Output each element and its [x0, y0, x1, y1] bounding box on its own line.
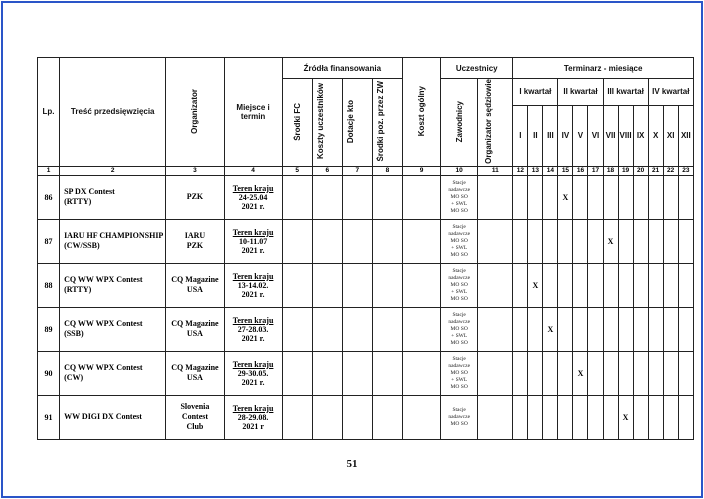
row-place-line: Teren kraju	[232, 183, 274, 193]
header-terminarz: Terminarz - miesiące	[513, 58, 694, 79]
row-name-line: CQ WW WPX Contest	[64, 275, 143, 285]
column-number: 16	[573, 166, 588, 175]
month-cell	[603, 175, 618, 219]
header-month-9: IX	[633, 105, 648, 166]
month-cell	[543, 395, 558, 439]
month-cell	[513, 395, 528, 439]
row-place-line: Teren kraju	[232, 359, 274, 369]
empty-cell	[342, 219, 372, 263]
row-lp: 86	[38, 175, 60, 219]
row-participants	[441, 351, 478, 395]
empty-cell	[342, 351, 372, 395]
row-participants-line: MO SO	[450, 383, 468, 390]
row-place-line: 2021 r	[242, 421, 264, 431]
row-participants-line: Stacje	[452, 311, 466, 318]
empty-cell	[403, 307, 441, 351]
row-participants-line: MO SO	[450, 251, 468, 258]
header-lp: Lp.	[38, 58, 60, 167]
month-cell	[663, 395, 678, 439]
empty-cell	[372, 219, 402, 263]
row-name	[60, 307, 166, 351]
column-number-row	[38, 166, 694, 175]
row-organizer	[166, 219, 224, 263]
month-cell	[648, 395, 663, 439]
month-cell	[663, 307, 678, 351]
header-organizator	[166, 58, 224, 167]
row-organizer-line: PZK	[186, 192, 204, 202]
month-cell	[528, 175, 543, 219]
row-participants-line: nadawcze	[448, 318, 471, 325]
month-cell	[573, 307, 588, 351]
column-number: 8	[372, 166, 402, 175]
column-number: 18	[603, 166, 618, 175]
header-srodki-zw-label: Środki poz. przez ZW	[376, 81, 386, 162]
header-koszt-ogolny	[403, 58, 441, 167]
row-participants-line: MO SO	[450, 193, 468, 200]
month-cell	[558, 351, 573, 395]
row-name	[60, 219, 166, 263]
row-participants	[441, 395, 478, 439]
row-participants-line: MO SO	[450, 420, 468, 427]
table-row	[38, 175, 694, 219]
month-cell	[633, 175, 648, 219]
table-row	[38, 351, 694, 395]
header-srodki-fc	[282, 79, 312, 167]
header-srodki-fc-label: Środki FC	[292, 102, 302, 141]
table-row	[38, 395, 694, 439]
empty-cell	[282, 307, 312, 351]
column-number: 22	[663, 166, 678, 175]
column-number: 20	[633, 166, 648, 175]
events-body	[38, 175, 694, 439]
schedule-mark: X	[528, 263, 543, 307]
row-name-line: (CW/SSB)	[64, 241, 100, 251]
row-participants-line: MO SO	[450, 369, 468, 376]
row-participants-line: Stacje	[452, 406, 466, 413]
row-place	[224, 175, 282, 219]
row-participants-line: MO SO	[450, 281, 468, 288]
empty-cell	[342, 395, 372, 439]
month-cell	[573, 395, 588, 439]
row-organizer-line: IARU	[184, 231, 206, 241]
row-name-line: CQ WW WPX Contest	[64, 363, 143, 373]
row-name-line: (CW)	[64, 373, 84, 383]
column-number: 10	[441, 166, 478, 175]
column-number: 11	[478, 166, 513, 175]
month-cell	[648, 263, 663, 307]
month-cell	[678, 175, 693, 219]
row-organizer-line: PZK	[186, 241, 204, 251]
month-cell	[573, 175, 588, 219]
month-cell	[633, 351, 648, 395]
row-place-line: 2021 r.	[241, 289, 265, 299]
row-lp: 89	[38, 307, 60, 351]
month-cell	[543, 175, 558, 219]
empty-cell	[478, 175, 513, 219]
row-place	[224, 263, 282, 307]
table-row	[38, 263, 694, 307]
empty-cell	[478, 219, 513, 263]
column-number: 5	[282, 166, 312, 175]
month-cell	[558, 395, 573, 439]
empty-cell	[403, 263, 441, 307]
empty-cell	[312, 263, 342, 307]
schedule-mark: X	[573, 351, 588, 395]
column-number: 12	[513, 166, 528, 175]
month-cell	[543, 219, 558, 263]
row-participants-line: + SWL	[451, 376, 468, 383]
column-number: 19	[618, 166, 633, 175]
row-organizer-line: CQ Magazine	[171, 319, 219, 329]
row-organizer-line: USA	[186, 329, 203, 339]
empty-cell	[478, 263, 513, 307]
row-organizer-line: USA	[186, 285, 203, 295]
month-cell	[663, 219, 678, 263]
header-zawodnicy-label: Zawodnicy	[454, 100, 464, 143]
month-cell	[633, 263, 648, 307]
row-place-line: 2021 r.	[241, 201, 265, 211]
month-cell	[633, 395, 648, 439]
row-place-line: Teren kraju	[232, 227, 274, 237]
row-name	[60, 351, 166, 395]
row-place-line: 13-14.02.	[237, 280, 269, 290]
row-lp: 88	[38, 263, 60, 307]
row-participants-line: + SWL	[451, 244, 468, 251]
month-cell	[678, 395, 693, 439]
month-cell	[528, 307, 543, 351]
row-participants-line: nadawcze	[448, 274, 471, 281]
header-srodki-zw	[372, 79, 402, 167]
month-cell	[603, 395, 618, 439]
schedule-mark: X	[558, 175, 573, 219]
header-koszty	[312, 79, 342, 167]
empty-cell	[342, 307, 372, 351]
row-place	[224, 351, 282, 395]
row-place	[224, 219, 282, 263]
month-cell	[663, 175, 678, 219]
row-place-line: 10-11.07	[238, 236, 268, 246]
month-cell	[513, 307, 528, 351]
header-tresc: Treść przedsięwzięcia	[60, 58, 166, 167]
header-miejsce: Miejsce i termin	[224, 58, 282, 167]
month-cell	[678, 351, 693, 395]
header-zrodla: Źródła finansowania	[282, 58, 402, 79]
row-place-line: 2021 r.	[241, 333, 265, 343]
month-cell	[648, 351, 663, 395]
row-participants-line: Stacje	[452, 267, 466, 274]
month-cell	[618, 351, 633, 395]
month-cell	[573, 263, 588, 307]
month-cell	[603, 307, 618, 351]
month-cell	[603, 351, 618, 395]
header-month-1: I	[513, 105, 528, 166]
empty-cell	[372, 351, 402, 395]
month-cell	[678, 307, 693, 351]
table-row	[38, 219, 694, 263]
header-month-7: VII	[603, 105, 618, 166]
month-cell	[663, 351, 678, 395]
row-participants	[441, 307, 478, 351]
month-cell	[513, 175, 528, 219]
header-quarter-3: III kwartał	[603, 79, 648, 106]
row-place-line: 28-29.08.	[237, 412, 269, 422]
header-month-10: X	[648, 105, 663, 166]
empty-cell	[403, 395, 441, 439]
header-dotacje	[342, 79, 372, 167]
empty-cell	[282, 175, 312, 219]
empty-cell	[372, 175, 402, 219]
row-place-line: 24-25.04	[238, 192, 268, 202]
row-place	[224, 395, 282, 439]
row-participants-line: + SWL	[451, 332, 468, 339]
row-participants	[441, 263, 478, 307]
column-number: 21	[648, 166, 663, 175]
month-cell	[513, 219, 528, 263]
empty-cell	[312, 351, 342, 395]
empty-cell	[312, 395, 342, 439]
month-cell	[543, 263, 558, 307]
month-cell	[618, 219, 633, 263]
row-participants-line: MO SO	[450, 237, 468, 244]
row-participants-line: MO SO	[450, 339, 468, 346]
header-month-5: V	[573, 105, 588, 166]
row-participants-line: + SWL	[451, 288, 468, 295]
month-cell	[558, 219, 573, 263]
empty-cell	[342, 263, 372, 307]
row-organizer-line: Club	[186, 422, 204, 432]
month-cell	[648, 175, 663, 219]
column-number: 7	[342, 166, 372, 175]
row-place-line: Teren kraju	[232, 271, 274, 281]
empty-cell	[372, 263, 402, 307]
empty-cell	[478, 307, 513, 351]
month-cell	[558, 307, 573, 351]
month-cell	[588, 175, 603, 219]
header-quarter-4: IV kwartał	[648, 79, 693, 106]
empty-cell	[312, 219, 342, 263]
schedule-mark: X	[618, 395, 633, 439]
header-month-3: III	[543, 105, 558, 166]
column-number: 3	[166, 166, 224, 175]
month-cell	[633, 307, 648, 351]
month-cell	[618, 307, 633, 351]
row-organizer	[166, 351, 224, 395]
table-row	[38, 307, 694, 351]
empty-cell	[282, 219, 312, 263]
column-number: 14	[543, 166, 558, 175]
column-number: 1	[38, 166, 60, 175]
row-lp: 90	[38, 351, 60, 395]
row-participants-line: nadawcze	[448, 413, 471, 420]
header-uczestnicy: Uczestnicy	[441, 58, 513, 79]
column-number: 2	[60, 166, 166, 175]
header-org-sedziowie-label: Organizator sędziowie	[484, 79, 494, 164]
row-participants	[441, 175, 478, 219]
month-cell	[603, 263, 618, 307]
month-cell	[618, 175, 633, 219]
empty-cell	[478, 395, 513, 439]
column-number: 23	[678, 166, 693, 175]
empty-cell	[372, 395, 402, 439]
month-cell	[513, 263, 528, 307]
row-participants-line: nadawcze	[448, 362, 471, 369]
row-organizer	[166, 395, 224, 439]
row-lp: 91	[38, 395, 60, 439]
month-cell	[633, 219, 648, 263]
schedule-mark: X	[603, 219, 618, 263]
row-name-line: (RTTY)	[64, 197, 92, 207]
row-name	[60, 395, 166, 439]
month-cell	[528, 219, 543, 263]
column-number: 13	[528, 166, 543, 175]
row-name-line: (SSB)	[64, 329, 84, 339]
empty-cell	[312, 307, 342, 351]
empty-cell	[282, 395, 312, 439]
row-place-line: 2021 r.	[241, 377, 265, 387]
month-cell	[513, 351, 528, 395]
empty-cell	[312, 175, 342, 219]
row-place-line: Teren kraju	[232, 315, 274, 325]
month-cell	[663, 263, 678, 307]
row-participants-line: + SWL	[451, 200, 468, 207]
month-cell	[618, 263, 633, 307]
header-quarter-2: II kwartał	[558, 79, 603, 106]
month-cell	[588, 263, 603, 307]
row-place-line: 2021 r.	[241, 245, 265, 255]
row-participants-line: Stacje	[452, 179, 466, 186]
header-month-6: VI	[588, 105, 603, 166]
month-cell	[648, 307, 663, 351]
month-cell	[543, 351, 558, 395]
month-cell	[588, 219, 603, 263]
row-organizer-line: CQ Magazine	[171, 363, 219, 373]
empty-cell	[478, 351, 513, 395]
column-number: 9	[403, 166, 441, 175]
month-cell	[588, 307, 603, 351]
header-koszt-ogolny-label: Koszt ogólny	[417, 85, 427, 137]
schedule-mark: X	[543, 307, 558, 351]
row-participants-line: MO SO	[450, 207, 468, 214]
row-participants-line: MO SO	[450, 295, 468, 302]
row-participants-line: Stacje	[452, 355, 466, 362]
empty-cell	[282, 351, 312, 395]
row-participants-line: nadawcze	[448, 186, 471, 193]
row-name	[60, 175, 166, 219]
header-koszty-label: Koszty uczestników	[316, 83, 326, 160]
header-zawodnicy	[441, 79, 478, 167]
month-cell	[588, 351, 603, 395]
empty-cell	[403, 175, 441, 219]
month-cell	[528, 351, 543, 395]
header-quarter-1: I kwartał	[513, 79, 558, 106]
header-month-2: II	[528, 105, 543, 166]
row-participants-line: Stacje	[452, 223, 466, 230]
row-name	[60, 263, 166, 307]
row-organizer	[166, 307, 224, 351]
header-month-4: IV	[558, 105, 573, 166]
column-number: 17	[588, 166, 603, 175]
row-participants-line: nadawcze	[448, 230, 471, 237]
row-name-line: IARU HF CHAMPIONSHIP	[64, 231, 164, 241]
row-name-line: CQ WW WPX Contest	[64, 319, 143, 329]
row-lp: 87	[38, 219, 60, 263]
header-org-sedziowie	[478, 79, 513, 167]
row-participants	[441, 219, 478, 263]
empty-cell	[282, 263, 312, 307]
column-number: 15	[558, 166, 573, 175]
column-number: 6	[312, 166, 342, 175]
header-month-12: XII	[678, 105, 693, 166]
row-name-line: (RTTY)	[64, 285, 92, 295]
row-organizer-line: Contest	[181, 412, 209, 422]
row-place-line: 27-28.03.	[237, 324, 269, 334]
row-participants-line: MO SO	[450, 325, 468, 332]
month-cell	[678, 219, 693, 263]
row-organizer	[166, 175, 224, 219]
column-number: 4	[224, 166, 282, 175]
header-dotacje-label: Dotacje kto	[346, 99, 356, 144]
month-cell	[573, 219, 588, 263]
row-place-line: 29-30.05.	[237, 368, 269, 378]
empty-cell	[403, 351, 441, 395]
row-place-line: Teren kraju	[232, 403, 274, 413]
header-organizator-label: Organizator	[190, 88, 200, 134]
empty-cell	[342, 175, 372, 219]
row-organizer-line: CQ Magazine	[171, 275, 219, 285]
row-name-line: SP DX Contest	[64, 187, 115, 197]
row-organizer-line: Slovenia	[180, 402, 210, 412]
empty-cell	[372, 307, 402, 351]
header-month-11: XI	[663, 105, 678, 166]
month-cell	[588, 395, 603, 439]
row-organizer	[166, 263, 224, 307]
month-cell	[678, 263, 693, 307]
empty-cell	[403, 219, 441, 263]
month-cell	[648, 219, 663, 263]
row-place	[224, 307, 282, 351]
row-organizer-line: USA	[186, 373, 203, 383]
page-number: 51	[346, 458, 358, 470]
row-name-line: WW DIGI DX Contest	[64, 412, 142, 422]
header-month-8: VIII	[618, 105, 633, 166]
schedule-table	[37, 57, 694, 440]
month-cell	[528, 395, 543, 439]
month-cell	[558, 263, 573, 307]
